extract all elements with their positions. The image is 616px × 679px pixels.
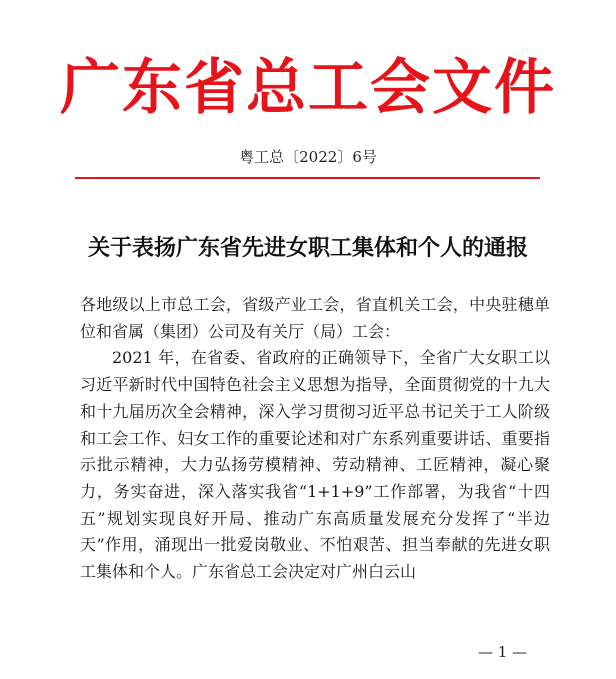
document-body: [80, 292, 550, 586]
page-number: — 1 —: [478, 643, 528, 661]
document-header-title: 广东省总工会文件: [60, 53, 556, 123]
body-paragraph: 2021 年，在省委、省政府的正确领导下，全省广大女职工以习近平新时代中国特色社会主义思想为指导，全面贯彻党的十九大和十九届历次全会精神，深入学习贯彻习近平总书记关于工人阶级和工会工作、妇女工作的重要论述和对广东系列重要讲话、重要指示批示精神，大力弘扬劳模精神、劳动精神、工匠精神，凝心聚力，务实奋进，深入落实我省“1+1+9”工作部署，为我省“十四五”规划实现良好开局、推动广东高质量发展充分发挥了“半边天”作用，涌现出一批爱岗敬业、不怕艰苦、担当奉献的先进女职工集体和个人。广东省总工会决定对广州白云山: [80, 348, 550, 582]
salutation: 各地级以上市总工会，省级产业工会，省直机关工会，中央驻穗单位和省属（集团）公司及有关厅（局）工会：: [80, 295, 550, 341]
document-number: 粤工总〔2022〕6号: [239, 148, 377, 166]
red-divider-line: [75, 177, 540, 179]
document-title: 关于表扬广东省先进女职工集体和个人的通报: [87, 235, 528, 261]
